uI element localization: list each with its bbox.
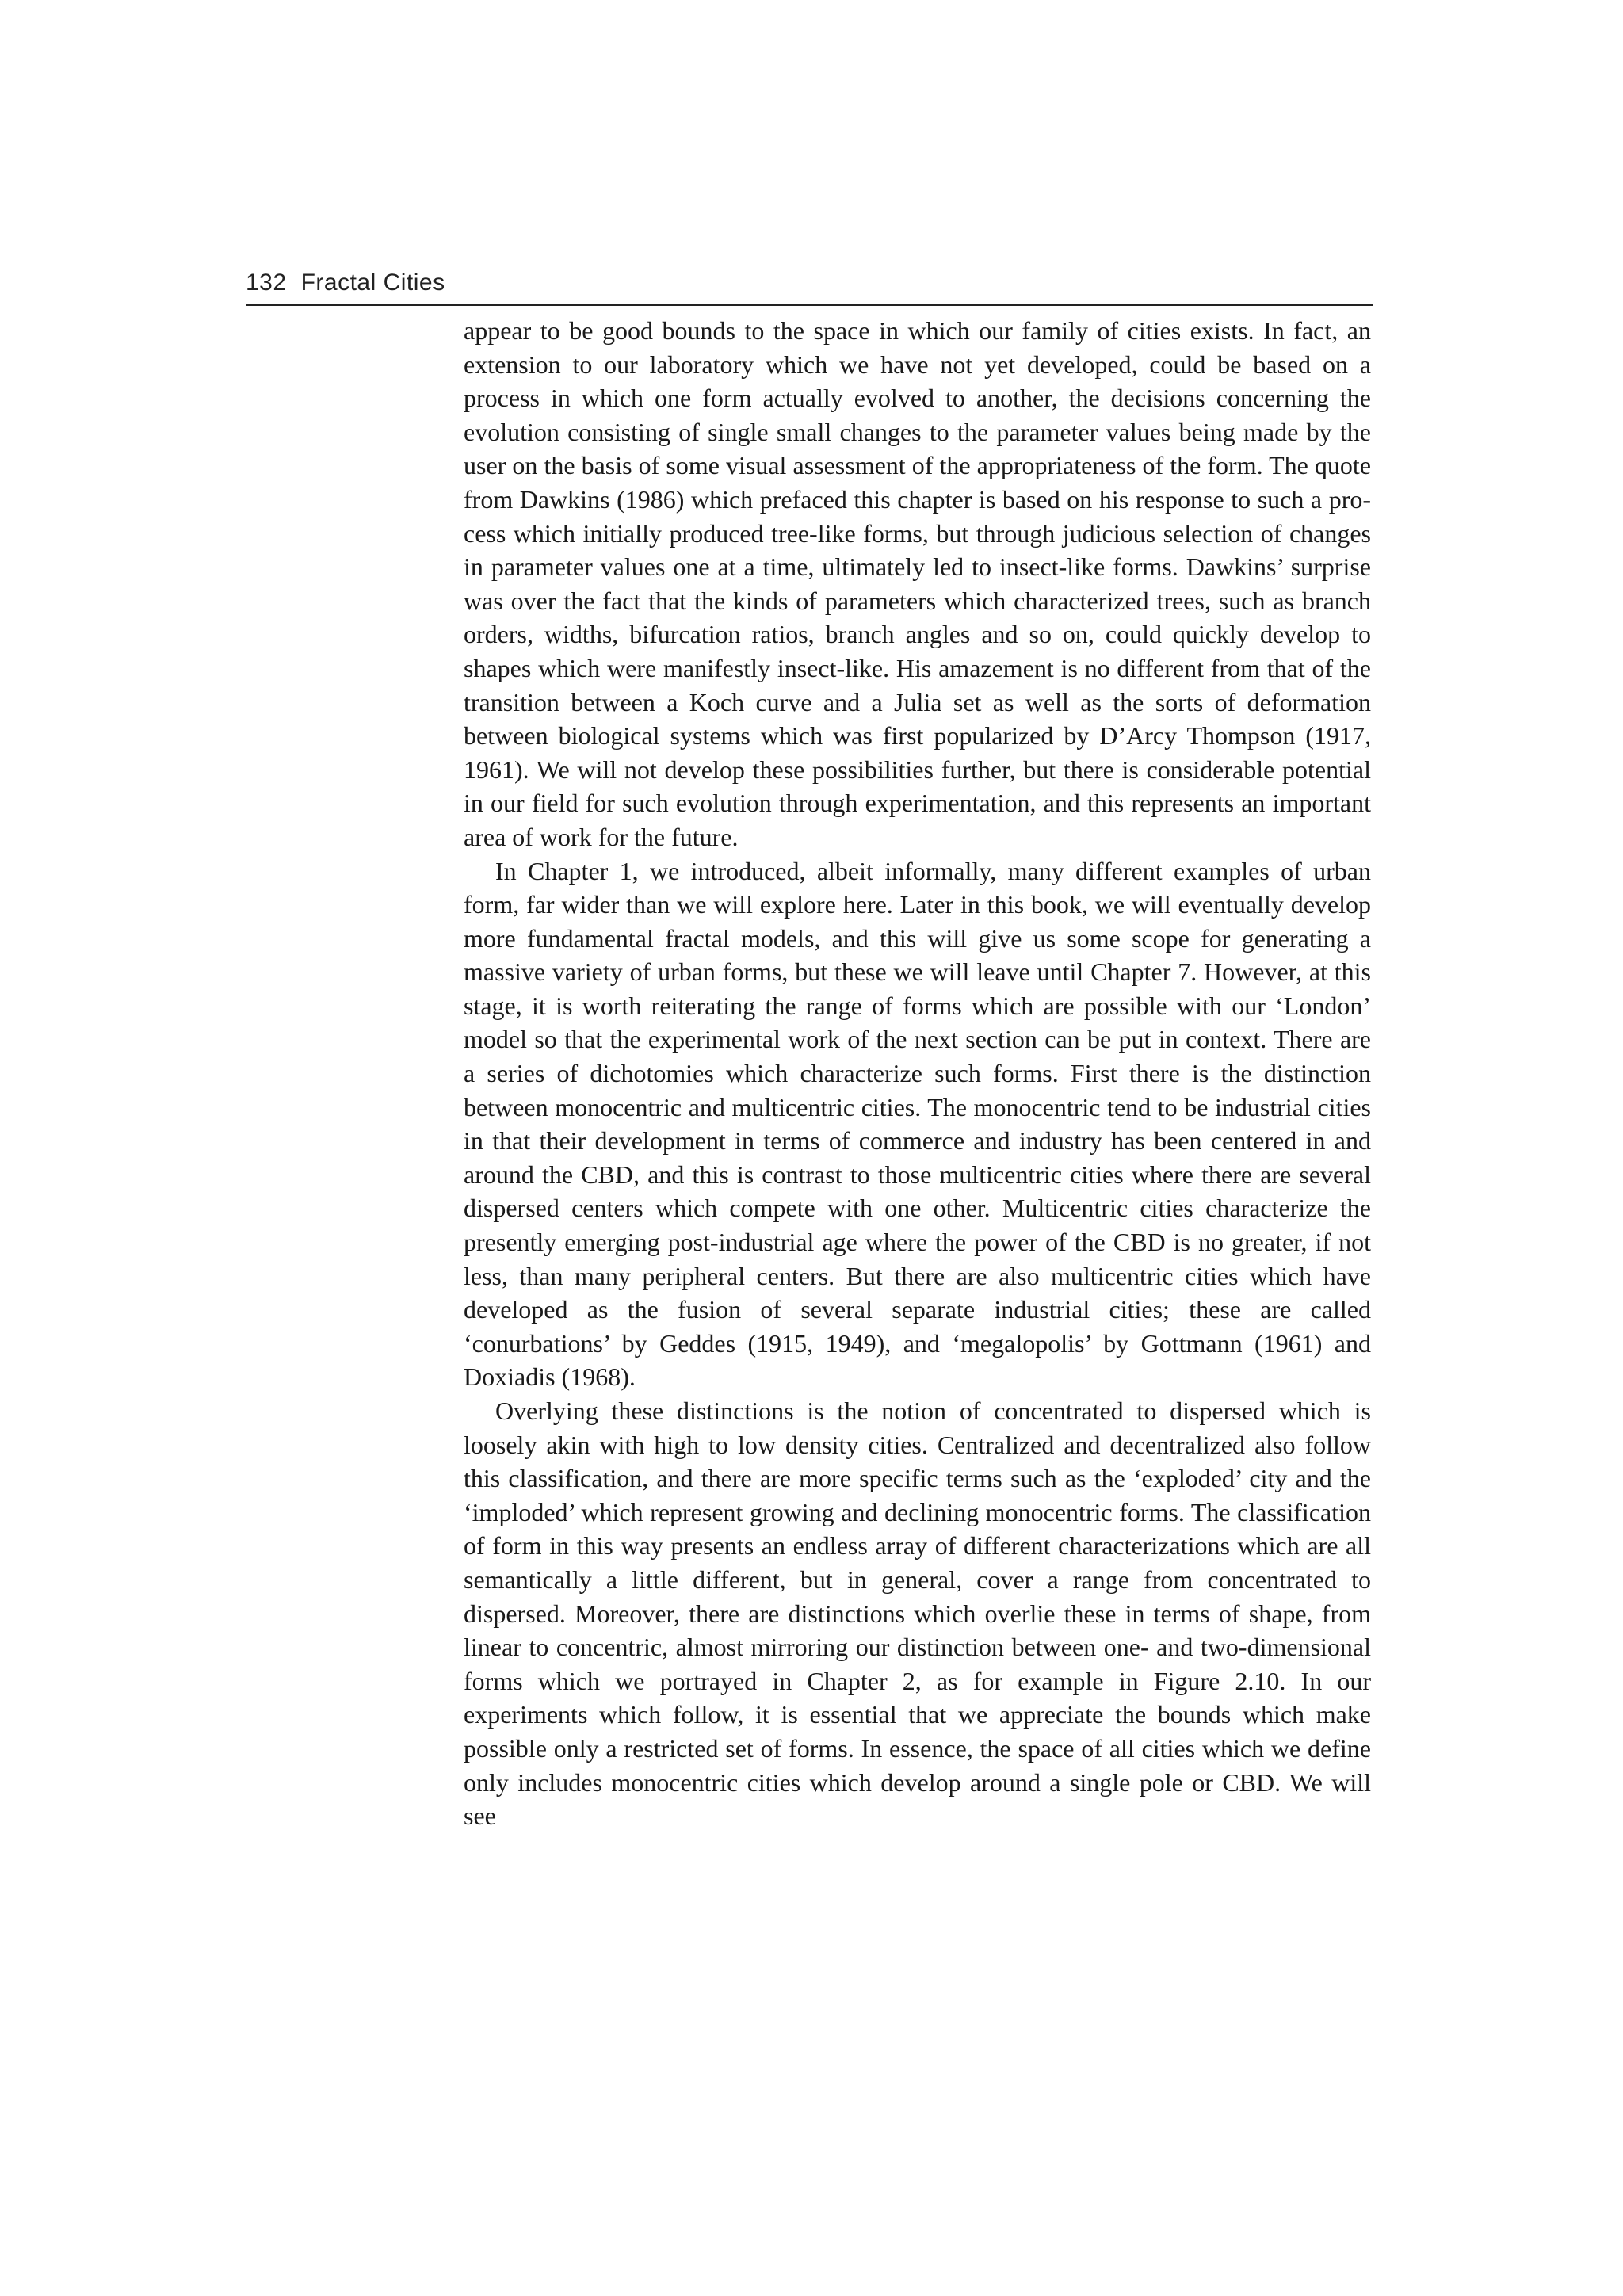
running-head xyxy=(246,269,445,296)
header-rule xyxy=(246,304,1373,306)
page-number: 132 xyxy=(246,269,287,296)
running-title: Fractal Cities xyxy=(300,269,445,296)
paragraph-concentrated-dispersed: Overlying these distinctions is the notion of concentrated to dispersed which is loosely akin with high to low density cities. Centralized and decentralized also follow this classification, and there are more specific terms such as the ‘exploded’ city and the ‘imploded’ which represent growing and declining monocentric forms. The classification of form in this way presents an endless array of different characterizations which are all semantically a little different, but in general, cover a range from concentrated to dispersed. Moreover, there are distinctions which overlie these in terms of shape, from linear to concentric, almost mirroring our distinction between one- and two-dimensional forms which we portrayed in Chapter 2, as for example in Figure 2.10. In our experiments which follow, it is essential that we appreciate the bounds which make possible only a restricted set of forms. In essence, the space of all cities which we define only includes monocentric cities which develop around a single pole or CBD. We will see xyxy=(464,1396,1371,1831)
body-text xyxy=(464,314,1371,1833)
paragraph-urban-form: In Chapter 1, we introduced, albeit informally, many different examples of urban form, far wider than we will explore here. Later in this book, we will eventually develop more fundamental fractal models, and this will give us some scope for generating a massive variety of urban forms, but these we will leave until Chapter 7. However, at this stage, it is worth reiterating the range of forms which are possible with our ‘London’ model so that the experimental work of the next section can be put in context. There are a series of dichotomies which characterize such forms. First there is the distinction between monocentric and multicentric cities. The monocentric tend to be industrial cities in that their development in terms of commerce and industry has been centered in and around the CBD, and this is contrast to those multicentric cities where there are several dispersed centers which compete with one other. Multicentric cities characterize the presently emerging post-industrial age where the power of the CBD is no greater, if not less, than many peripheral centers. But there are also multicentric cities which have developed as the fusion of several separate industrial cities; these are called ‘conurbations’ by Geddes (1915, 1949), and ‘megalopolis’ by Gottmann (1961) and Doxiadis (1968). xyxy=(464,856,1371,1392)
paragraph-continued: appear to be good bounds to the space in which our family of cities exists. In fact, an extension to our laboratory which we have not yet developed, could be based on a process in which one form actually evolved to another, the decisions concerning the evolution consisting of single small changes to the parameter values being made by the user on the basis of some visual assessment of the appropriateness of the form. The quote from Dawkins (1986) which prefaced this chapter is based on his response to such a process which initially produced tree-like forms, but through judicious selection of changes in parameter values one at a time, ultimately led to insect-like forms. Dawkins’ surprise was over the fact that the kinds of parameters which characterized trees, such as branch orders, widths, bifurcation ratios, branch angles and so on, could quickly develop to shapes which were manifestly insect-like. His amazement is no different from that of the transition between a Koch curve and a Julia set as well as the sorts of deformation between biological systems which was first popularized by D’Arcy Thompson (1917, 1961). We will not develop these possibilities further, but there is considerable potential in our field for such evolution through experimentation, and this represents an important area of work for the future. xyxy=(464,316,1371,851)
